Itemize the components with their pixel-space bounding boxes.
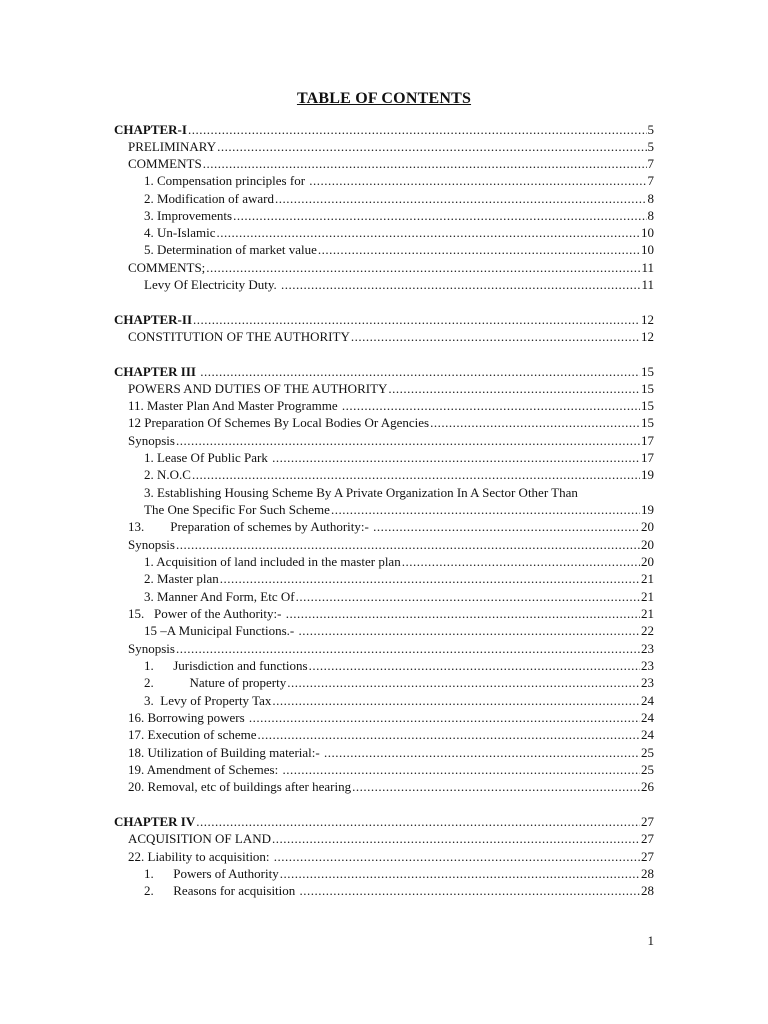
page-title: TABLE OF CONTENTS: [296, 90, 472, 107]
toc-entry[interactable]: [128, 848, 654, 865]
dot-leader: [220, 570, 640, 587]
dot-leader: [281, 276, 640, 293]
toc-entry-page: 20: [641, 519, 654, 534]
toc-entry[interactable]: [144, 241, 654, 258]
toc-entry[interactable]: [128, 536, 654, 553]
dot-leader: [298, 622, 640, 639]
toc-chapter-entry[interactable]: [114, 121, 654, 138]
toc-entry-page: 12: [641, 329, 654, 344]
toc-entry-page: 10: [641, 225, 654, 240]
toc-entry-label: CHAPTER-I: [114, 122, 187, 137]
toc-entry[interactable]: [144, 674, 654, 691]
toc-entry-label: 1. Acquisition of land included in the master plan: [144, 554, 401, 569]
dot-leader: [206, 259, 640, 276]
toc-entry[interactable]: 3. Establishing Housing Scheme By A Private Organization In A Sector Other Than: [144, 485, 578, 500]
toc-entry-page: 19: [641, 502, 654, 517]
dot-leader: [216, 224, 640, 241]
toc-entry-page: 8: [647, 191, 654, 206]
toc-entry[interactable]: [144, 622, 654, 639]
toc-entry[interactable]: [128, 155, 654, 172]
dot-leader: [342, 397, 640, 414]
toc-entry-page: 19: [641, 467, 654, 482]
dot-leader: [275, 190, 647, 207]
toc-entry[interactable]: [128, 259, 654, 276]
toc-entry-label: 15 –A Municipal Functions.-: [144, 623, 298, 638]
toc-entry-label: 3. Manner And Form, Etc Of: [144, 589, 295, 604]
toc-entry[interactable]: [128, 432, 654, 449]
dot-leader: [192, 466, 640, 483]
dot-leader: [300, 882, 640, 899]
toc-entry[interactable]: [144, 207, 654, 224]
toc-entry[interactable]: [128, 380, 654, 397]
toc-entry-label: CHAPTER IV: [114, 814, 196, 829]
toc-entry-page: 23: [641, 675, 654, 690]
toc-entry-label: 18. Utilization of Building material:-: [128, 745, 323, 760]
toc-entry[interactable]: [144, 501, 654, 518]
toc-entry-page: 11: [641, 277, 654, 292]
dot-leader: [331, 501, 640, 518]
toc-entry[interactable]: [144, 276, 654, 293]
toc-entry[interactable]: [144, 692, 654, 709]
dot-leader: [296, 588, 640, 605]
dot-leader: [200, 363, 640, 380]
toc-entry-label: 1. Compensation principles for: [144, 173, 309, 188]
dot-leader: [176, 536, 640, 553]
dot-leader: [203, 155, 647, 172]
toc-entry-label: 3. Levy of Property Tax: [144, 693, 272, 708]
toc-entry[interactable]: [128, 726, 654, 743]
dot-leader: [430, 414, 640, 431]
dot-leader: [274, 848, 640, 865]
toc-entry-page: 21: [641, 606, 654, 621]
toc-entry-label: 16. Borrowing powers: [128, 710, 248, 725]
toc-entry-page: 28: [641, 883, 654, 898]
toc-entry-label: Synopsis: [128, 537, 175, 552]
toc-entry-label: Synopsis: [128, 641, 175, 656]
toc-entry[interactable]: [128, 640, 654, 657]
toc-entry-page: 26: [641, 779, 654, 794]
dot-leader: [193, 311, 640, 328]
toc-entry-label: COMMENTS: [128, 156, 202, 171]
toc-entry-page: 15: [641, 381, 654, 396]
dot-leader: [318, 241, 640, 258]
toc-entry-label: 1. Jurisdiction and functions: [144, 658, 308, 673]
toc-chapter-entry[interactable]: [114, 363, 654, 380]
dot-leader: [176, 432, 640, 449]
toc-entry[interactable]: [144, 865, 654, 882]
toc-entry-label: CHAPTER-II: [114, 312, 193, 327]
toc-entry[interactable]: [144, 553, 654, 570]
dot-leader: [258, 726, 640, 743]
toc-entry-page: 21: [641, 589, 654, 604]
toc-entry-label: 1. Lease Of Public Park: [144, 450, 272, 465]
page-number: 1: [647, 933, 654, 948]
dot-leader: [309, 657, 640, 674]
toc-entry-page: 15: [641, 364, 654, 379]
dot-leader: [272, 692, 640, 709]
toc-chapter-entry[interactable]: [114, 311, 654, 328]
toc-entry-label: POWERS AND DUTIES OF THE AUTHORITY: [128, 381, 388, 396]
dot-leader: [272, 830, 640, 847]
toc-entry-label: 13. Preparation of schemes by Authority:-: [128, 519, 373, 534]
toc-entry-label: Levy Of Electricity Duty.: [144, 277, 280, 292]
toc-entry-label: Synopsis: [128, 433, 175, 448]
toc-entry[interactable]: [144, 466, 654, 483]
toc-entry-page: 17: [641, 433, 654, 448]
toc-entry-label: 3. Improvements: [144, 208, 233, 223]
toc-entry-label: 5. Determination of market value: [144, 242, 317, 257]
toc-entry-label: CHAPTER III: [114, 364, 200, 379]
toc-entry-label: 22. Liability to acquisition:: [128, 849, 273, 864]
toc-entry-label: 2. Nature of property: [144, 675, 287, 690]
dot-leader: [402, 553, 640, 570]
toc-entry-label: 2. Reasons for acquisition: [144, 883, 299, 898]
dot-leader: [351, 328, 640, 345]
dot-leader: [309, 172, 646, 189]
toc-entry-page: 15: [641, 398, 654, 413]
toc-entry-label: 20. Removal, etc of buildings after hearing: [128, 779, 352, 794]
toc-entry-page: 23: [641, 641, 654, 656]
toc-entry-page: 20: [641, 554, 654, 569]
toc-entry[interactable]: [144, 588, 654, 605]
dot-leader: [352, 778, 640, 795]
toc-entry[interactable]: [144, 882, 654, 899]
toc-entry[interactable]: [128, 778, 654, 795]
toc-entry[interactable]: [128, 518, 654, 535]
toc-entry[interactable]: [144, 224, 654, 241]
toc-entry-page: 7: [647, 173, 654, 188]
toc-entry-label: The One Specific For Such Scheme: [144, 502, 330, 517]
toc-entry-page: 27: [641, 849, 654, 864]
toc-entry-page: 5: [647, 122, 654, 137]
toc-entry-label: 1. Powers of Authority: [144, 866, 279, 881]
toc-entry[interactable]: [144, 570, 654, 587]
toc-entry-page: 24: [641, 727, 654, 742]
toc-entry-page: 15: [641, 415, 654, 430]
toc-entry[interactable]: [144, 657, 654, 674]
dot-leader: [233, 207, 646, 224]
toc-entry-label: 19. Amendment of Schemes:: [128, 762, 282, 777]
toc-entry-label: 17. Execution of scheme: [128, 727, 257, 742]
toc-entry-page: 5: [647, 139, 654, 154]
dot-leader: [324, 744, 640, 761]
toc-entry-label: COMMENTS;: [128, 260, 206, 275]
toc-entry[interactable]: [128, 761, 654, 778]
toc-entry[interactable]: [128, 397, 654, 414]
toc-entry[interactable]: [144, 190, 654, 207]
toc-entry-label: 15. Power of the Authority:-: [128, 606, 285, 621]
toc-entry-label: 4. Un-Islamic: [144, 225, 216, 240]
toc-entry-label: 11. Master Plan And Master Programme: [128, 398, 341, 413]
toc-entry-page: 25: [641, 762, 654, 777]
toc-entry-page: 23: [641, 658, 654, 673]
toc-entry-label: CONSTITUTION OF THE AUTHORITY: [128, 329, 350, 344]
toc-entry[interactable]: [128, 138, 654, 155]
toc-entry-page: 24: [641, 693, 654, 708]
toc-entry-page: 28: [641, 866, 654, 881]
toc-entry-page: 10: [641, 242, 654, 257]
toc-entry-label: 2. Master plan: [144, 571, 219, 586]
dot-leader: [373, 518, 640, 535]
toc-chapter-entry[interactable]: [114, 813, 654, 830]
toc-entry-page: 17: [641, 450, 654, 465]
toc-entry-page: 25: [641, 745, 654, 760]
toc-entry-page: 22: [641, 623, 654, 638]
toc-entry-page: 27: [641, 814, 654, 829]
dot-leader: [286, 605, 640, 622]
dot-leader: [196, 813, 640, 830]
toc-entry[interactable]: [128, 830, 654, 847]
toc-entry[interactable]: [128, 744, 654, 761]
dot-leader: [272, 449, 640, 466]
dot-leader: [217, 138, 646, 155]
toc-entry-page: 12: [641, 312, 654, 327]
dot-leader: [176, 640, 640, 657]
dot-leader: [188, 121, 647, 138]
toc-entry-page: 20: [641, 537, 654, 552]
toc-entry[interactable]: [128, 414, 654, 431]
dot-leader: [282, 761, 640, 778]
toc-entry-label: 12 Preparation Of Schemes By Local Bodies Or Agencies: [128, 415, 430, 430]
toc-entry-page: 7: [647, 156, 654, 171]
toc-entry[interactable]: [128, 709, 654, 726]
toc-entry-page: 11: [641, 260, 654, 275]
toc-entry-label: PRELIMINARY: [128, 139, 217, 154]
toc-entry-label: ACQUISITION OF LAND: [128, 831, 271, 846]
toc-entry-page: 21: [641, 571, 654, 586]
toc-entry[interactable]: [128, 328, 654, 345]
dot-leader: [249, 709, 640, 726]
toc-entry[interactable]: [144, 172, 654, 189]
dot-leader: [287, 674, 640, 691]
toc-entry-label: 2. Modification of award: [144, 191, 274, 206]
dot-leader: [388, 380, 640, 397]
toc-entry-page: 27: [641, 831, 654, 846]
dot-leader: [280, 865, 640, 882]
toc-entry-label: 2. N.O.C: [144, 467, 191, 482]
toc-entry-page: 8: [647, 208, 654, 223]
toc-entry[interactable]: [144, 449, 654, 466]
toc-entry-page: 24: [641, 710, 654, 725]
toc-entry[interactable]: [128, 605, 654, 622]
